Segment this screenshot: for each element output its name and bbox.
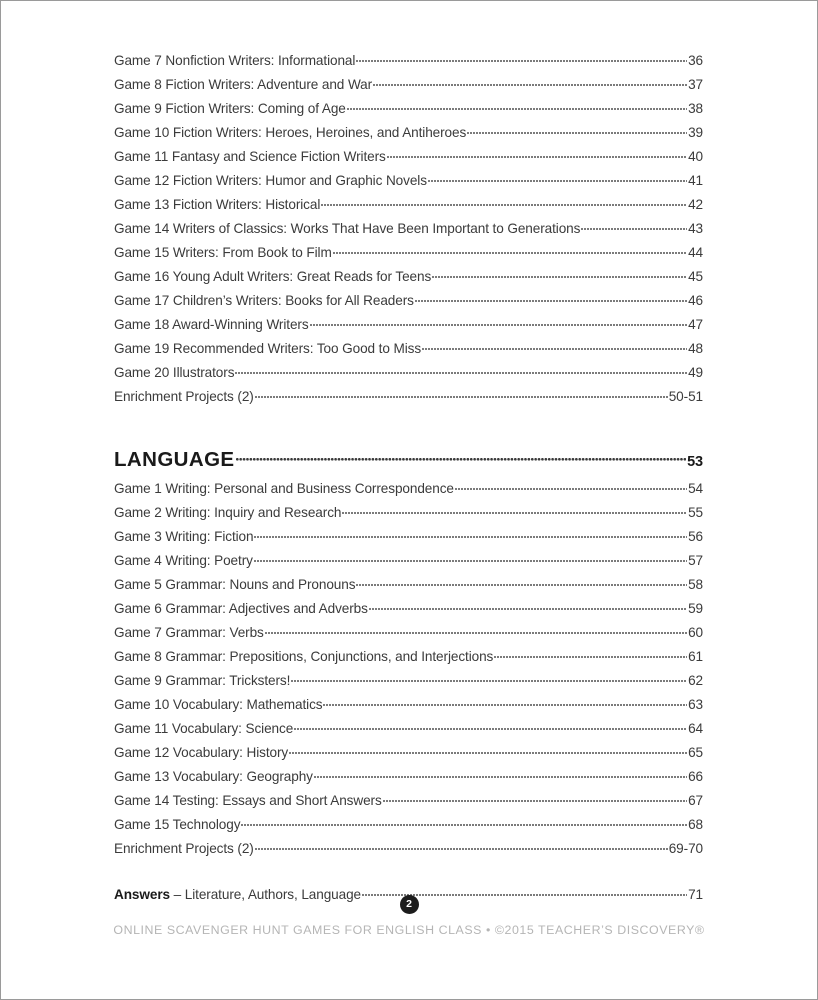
- toc-entry[interactable]: [114, 387, 703, 411]
- dot-leader: [323, 695, 687, 709]
- toc-entry-page: 64: [688, 720, 703, 736]
- toc-entry[interactable]: [114, 75, 703, 99]
- toc-entry[interactable]: [114, 815, 703, 839]
- dot-leader: [235, 363, 687, 377]
- toc-entry-label: Game 9 Grammar: Tricksters!: [114, 672, 291, 688]
- toc-entry[interactable]: [114, 171, 703, 195]
- dot-leader: [254, 527, 687, 541]
- dot-leader: [255, 839, 668, 853]
- toc-entry[interactable]: [114, 551, 703, 575]
- table-of-contents: [114, 51, 703, 909]
- toc-entry[interactable]: [114, 599, 703, 623]
- dot-leader: [356, 51, 687, 65]
- dot-leader: [241, 815, 687, 829]
- toc-entry-page: 61: [688, 648, 703, 664]
- toc-entry-label: Game 6 Grammar: Adjectives and Adverbs: [114, 600, 368, 616]
- toc-entry-label: Game 17 Children’s Writers: Books for All Readers: [114, 292, 414, 308]
- toc-entry-label: Game 3 Writing: Fiction: [114, 528, 254, 544]
- toc-entry-label: Game 12 Vocabulary: History: [114, 744, 289, 760]
- toc-entry-label: Game 7 Nonfiction Writers: Informational: [114, 52, 356, 68]
- toc-entry-label: Enrichment Projects (2): [114, 840, 254, 856]
- toc-entry[interactable]: [114, 647, 703, 671]
- dot-leader: [356, 575, 687, 589]
- toc-entry-page: 57: [688, 552, 703, 568]
- toc-entry-page: 46: [688, 292, 703, 308]
- section-spacer: [114, 411, 703, 445]
- dot-leader: [387, 147, 687, 161]
- toc-entry-page: 59: [688, 600, 703, 616]
- toc-entry-page: 41: [688, 172, 703, 188]
- section-heading-label: LANGUAGE: [114, 447, 235, 471]
- toc-entry-label: Game 8 Grammar: Prepositions, Conjunctions, and Interjections: [114, 648, 494, 664]
- toc-entry-page: 67: [688, 792, 703, 808]
- toc-entry[interactable]: [114, 743, 703, 767]
- toc-entry-label: Game 14 Testing: Essays and Short Answers: [114, 792, 382, 808]
- toc-entry-page: 54: [688, 480, 703, 496]
- toc-entry-page: 36: [688, 52, 703, 68]
- toc-entry[interactable]: [114, 767, 703, 791]
- toc-entry-label: Game 5 Grammar: Nouns and Pronouns: [114, 576, 356, 592]
- toc-entry[interactable]: [114, 123, 703, 147]
- toc-entry-label: Game 13 Fiction Writers: Historical: [114, 196, 321, 212]
- toc-entry-label: Game 19 Recommended Writers: Too Good to Miss: [114, 340, 422, 356]
- dot-leader: [254, 551, 687, 565]
- toc-entry-label: Game 8 Fiction Writers: Adventure and War: [114, 76, 373, 92]
- toc-entry-page: 62: [688, 672, 703, 688]
- toc-entry[interactable]: [114, 503, 703, 527]
- toc-entry-label: Game 18 Award-Winning Writers: [114, 316, 309, 332]
- toc-entry-page: 47: [688, 316, 703, 332]
- dot-leader: [428, 171, 687, 185]
- toc-entry[interactable]: [114, 267, 703, 291]
- toc-entry[interactable]: [114, 479, 703, 503]
- toc-entry[interactable]: [114, 99, 703, 123]
- page-footer: [1, 894, 817, 937]
- toc-entry-label: Game 4 Writing: Poetry: [114, 552, 253, 568]
- toc-entry[interactable]: [114, 195, 703, 219]
- toc-entry-page: 38: [688, 100, 703, 116]
- toc-entry[interactable]: [114, 791, 703, 815]
- toc-entry-page: 60: [688, 624, 703, 640]
- toc-entry[interactable]: [114, 527, 703, 551]
- toc-entry-label: Enrichment Projects (2): [114, 388, 254, 404]
- toc-entry[interactable]: [114, 147, 703, 171]
- toc-entry-page: 37: [688, 76, 703, 92]
- toc-entry-label: Game 7 Grammar: Verbs: [114, 624, 264, 640]
- toc-entry[interactable]: [114, 291, 703, 315]
- toc-entry-label: Game 15 Writers: From Book to Film: [114, 244, 332, 260]
- toc-entry-page: 65: [688, 744, 703, 760]
- dot-leader: [467, 123, 687, 137]
- toc-entry-page: 58: [688, 576, 703, 592]
- dot-leader: [494, 647, 687, 661]
- dot-leader: [255, 387, 668, 401]
- toc-entry-page: 56: [688, 528, 703, 544]
- toc-entry-label: Game 20 Illustrators: [114, 364, 235, 380]
- page-number-badge: 2: [400, 895, 419, 914]
- footer-credit-text: ONLINE SCAVENGER HUNT GAMES FOR ENGLISH CLASS • ©2015 TEACHER’S DISCOVERY®: [113, 922, 705, 937]
- dot-leader: [432, 267, 687, 281]
- dot-leader: [265, 623, 687, 637]
- toc-entry-page: 50-51: [668, 388, 703, 404]
- toc-entry-page: 43: [688, 220, 703, 236]
- dot-leader: [369, 599, 687, 613]
- toc-entry-page: 68: [688, 816, 703, 832]
- toc-entry-label: Game 14 Writers of Classics: Works That Have Been Important to Generations: [114, 220, 581, 236]
- dot-leader: [291, 671, 687, 685]
- toc-entry-label: Game 13 Vocabulary: Geography: [114, 768, 313, 784]
- dot-leader: [383, 791, 687, 805]
- dot-leader: [314, 767, 687, 781]
- dot-leader: [581, 219, 687, 233]
- toc-entry[interactable]: [114, 719, 703, 743]
- toc-entry[interactable]: [114, 695, 703, 719]
- toc-entry-page: 42: [688, 196, 703, 212]
- dot-leader: [294, 719, 687, 733]
- toc-entry-label: Game 2 Writing: Inquiry and Research: [114, 504, 342, 520]
- answers-bold-label: Answers: [114, 886, 170, 902]
- toc-entry-page: 45: [688, 268, 703, 284]
- toc-entry-page: 69-70: [668, 840, 703, 856]
- toc-group-authors: [114, 51, 703, 411]
- toc-entry-page: 49: [688, 364, 703, 380]
- toc-entry-page: 40: [688, 148, 703, 164]
- dot-leader: [333, 243, 687, 257]
- toc-entry-label: Game 1 Writing: Personal and Business Correspondence: [114, 480, 454, 496]
- dot-leader: [236, 445, 687, 466]
- toc-entry[interactable]: [114, 839, 703, 863]
- dot-leader: [347, 99, 687, 113]
- toc-entry[interactable]: [114, 219, 703, 243]
- dot-leader: [373, 75, 687, 89]
- toc-entry-page: 71: [688, 886, 703, 902]
- toc-entry-page: 55: [688, 504, 703, 520]
- section-heading-page: 53: [687, 453, 703, 470]
- toc-section-heading-language[interactable]: [114, 445, 703, 479]
- toc-entry-page: 66: [688, 768, 703, 784]
- answers-spacer: [114, 863, 703, 885]
- toc-entry[interactable]: [114, 363, 703, 387]
- toc-entry-page: 39: [688, 124, 703, 140]
- toc-entry-label: Game 16 Young Adult Writers: Great Reads for Teens: [114, 268, 432, 284]
- toc-entry-label: Game 15 Technology: [114, 816, 241, 832]
- dot-leader: [342, 503, 687, 517]
- toc-entry-label: Game 10 Fiction Writers: Heroes, Heroines, and Antiheroes: [114, 124, 467, 140]
- toc-entry[interactable]: [114, 315, 703, 339]
- toc-group-language: [114, 479, 703, 863]
- dot-leader: [289, 743, 687, 757]
- toc-entry[interactable]: [114, 575, 703, 599]
- toc-entry-page: 48: [688, 340, 703, 356]
- toc-entry-page: 44: [688, 244, 703, 260]
- toc-entry-label: Game 11 Fantasy and Science Fiction Writers: [114, 148, 386, 164]
- toc-entry-label: Game 11 Vocabulary: Science: [114, 720, 294, 736]
- dot-leader: [422, 339, 687, 353]
- toc-entry-label: Game 12 Fiction Writers: Humor and Graphic Novels: [114, 172, 427, 188]
- toc-entry[interactable]: [114, 623, 703, 647]
- toc-entry[interactable]: [114, 671, 703, 695]
- toc-entry[interactable]: [114, 243, 703, 267]
- dot-leader: [415, 291, 687, 305]
- answers-rest-label: – Literature, Authors, Language: [169, 886, 361, 902]
- dot-leader: [310, 315, 688, 329]
- toc-entry-page: 63: [688, 696, 703, 712]
- toc-entry[interactable]: [114, 51, 703, 75]
- dot-leader: [455, 479, 687, 493]
- dot-leader: [321, 195, 687, 209]
- toc-entry-label: Game 9 Fiction Writers: Coming of Age: [114, 100, 346, 116]
- toc-entry-label: Game 10 Vocabulary: Mathematics: [114, 696, 323, 712]
- toc-entry[interactable]: [114, 339, 703, 363]
